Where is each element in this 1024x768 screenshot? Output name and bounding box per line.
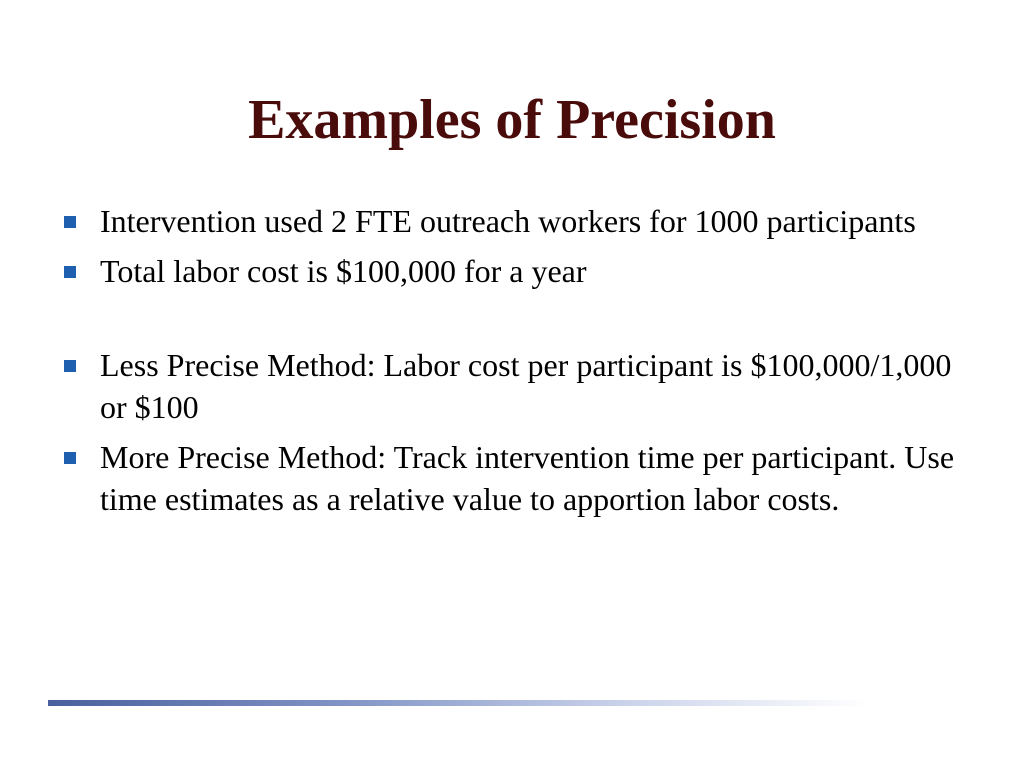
bullet-text: Total labor cost is $100,000 for a year	[100, 253, 587, 289]
bullet-text: More Precise Method: Track intervention time per participant. Use time estimates as a relative value to apportion labor costs.	[100, 439, 955, 517]
bullet-item	[62, 200, 962, 242]
square-bullet-icon	[64, 360, 76, 372]
bullet-item	[62, 250, 962, 292]
slide-title: Examples of Precision	[248, 89, 776, 151]
square-bullet-icon	[64, 452, 76, 464]
bullet-item	[62, 436, 962, 520]
square-bullet-icon	[64, 216, 76, 228]
bullet-text: Less Precise Method: Labor cost per participant is $100,000/1,000 or $100	[100, 347, 952, 425]
square-bullet-icon	[64, 266, 76, 278]
bullet-text: Intervention used 2 FTE outreach workers for 1000 participants	[100, 203, 916, 239]
footer-divider	[48, 700, 868, 706]
bullet-list	[62, 200, 962, 528]
bullet-item	[62, 344, 962, 428]
